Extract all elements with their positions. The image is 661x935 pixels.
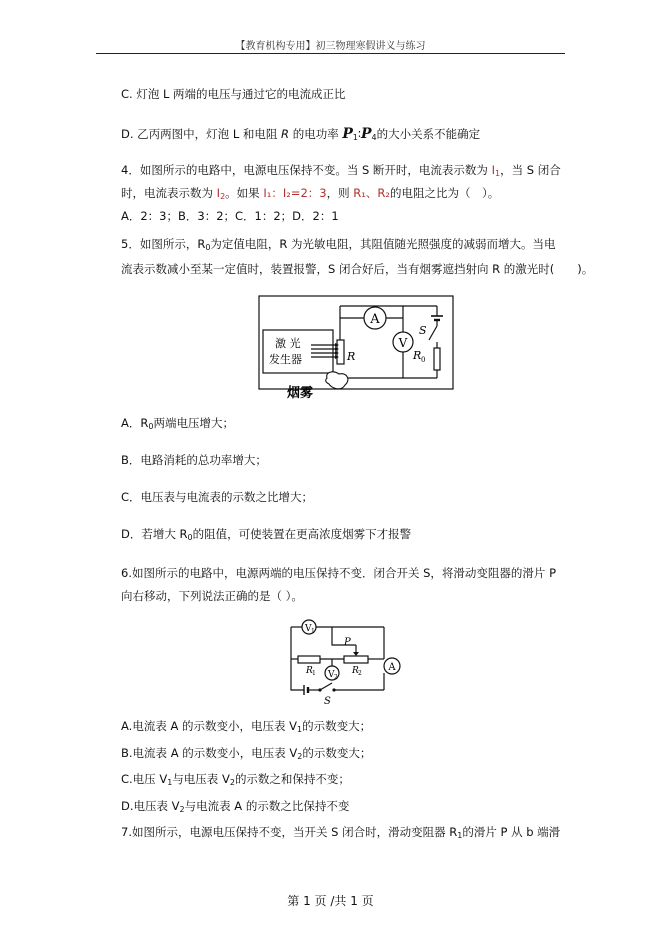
q4-line-1: 4．如图所示的电路中，电源电压保持不变。当 S 断开时，电流表示数为 $I_1$，当 S 闭合: [121, 163, 561, 178]
r-label: R: [347, 350, 356, 363]
v1-label: V: [305, 624, 312, 634]
voltmeter-label: V: [398, 336, 408, 350]
v1-sub: 1: [311, 628, 315, 635]
laser-label-1: 激 光: [275, 337, 301, 350]
ammeter-label: A: [388, 662, 396, 673]
r2-sub: 2: [358, 670, 362, 677]
q7-line-1: 7.如图所示，电源电压保持不变，当开关 S 闭合时，滑动变阻器 $R_1$的滑片 P 从 b 端滑: [121, 825, 561, 840]
p-label: P: [344, 637, 351, 648]
q5-option-a: A．$R_0$两端电压增大；: [121, 416, 234, 431]
q6-option-a: A.电流表 A 的示数变小，电压表 $V_1$的示数变大；: [121, 719, 372, 734]
q6-option-d: D.电压表 $V_2$与电流表 A 的示数之比保持不变: [121, 799, 350, 814]
r1-sub: 1: [312, 670, 316, 677]
switch-label: S: [419, 324, 427, 337]
ammeter-label: A: [370, 312, 380, 327]
s-label: S: [324, 696, 331, 707]
q6-line-1: 6.如图所示的电路中，电源两端的电压保持不变．闭合开关 S，将滑动变阻器的滑片 P: [121, 566, 557, 580]
q6-circuit-figure: [286, 615, 406, 707]
r1-label: R: [306, 666, 313, 676]
q6-line-2: 向右移动，下列说法正确的是（ ）。: [121, 589, 303, 603]
q5-line-1: 5．如图所示，$R_0$为定值电阻，R 为光敏电阻，其阻值随光照强度的减弱而增大。当电: [121, 237, 556, 252]
prev-option-c: C. 灯泡 L 两端的电压与通过它的电流成正比: [121, 87, 346, 101]
header-rule: [96, 53, 565, 54]
q5-option-c: C．电压表与电流表的示数之比增大；: [121, 490, 314, 504]
q5-option-b: B．电路消耗的总功率增大；: [121, 453, 267, 467]
q5-circuit-figure: [255, 292, 460, 402]
q6-option-b: B.电流表 A 的示数变小，电压表 $V_2$的示数变大；: [121, 746, 372, 761]
q4-options: A．2：3；B．3：2；C．1：2；D．2：1: [121, 209, 339, 223]
page-header: 【教育机构专用】初三物理寒假讲义与练习: [235, 41, 426, 52]
smoke-blob: [326, 372, 348, 389]
prev-option-d: D. 乙丙两图中，灯泡 L 和电阻 R 的电功率 $P_1∶P_4$的大小关系不能确定: [121, 126, 481, 142]
laser-label-2: 发生器: [269, 353, 302, 366]
r0-label: R: [413, 349, 422, 362]
smoke-label: 烟雾: [287, 386, 314, 401]
q5-line-2: 流表示数减小至某一定值时，装置报警，S 闭合好后，当有烟雾遮挡射向 R 的激光时( )。: [121, 262, 594, 276]
q4-line-2: 时，电流表示数为 $I_2$。如果 I₁：I₂=2：3，则 R₁、R₂的电阻之比为（ ）。: [121, 186, 500, 201]
v2-label: V: [328, 670, 335, 680]
r2-label: R: [352, 666, 359, 676]
q6-option-c: C.电压 $V_1$与电压表 $V_2$的示数之和保持不变；: [121, 772, 350, 787]
page-footer: 第 1 页 /共 1 页: [287, 894, 374, 908]
r0-sub: 0: [421, 356, 426, 364]
q5-option-d: D．若增大 $R_0$的阻值，可使装置在更高浓度烟雾下才报警: [121, 527, 412, 542]
v2-sub: 2: [334, 674, 338, 681]
